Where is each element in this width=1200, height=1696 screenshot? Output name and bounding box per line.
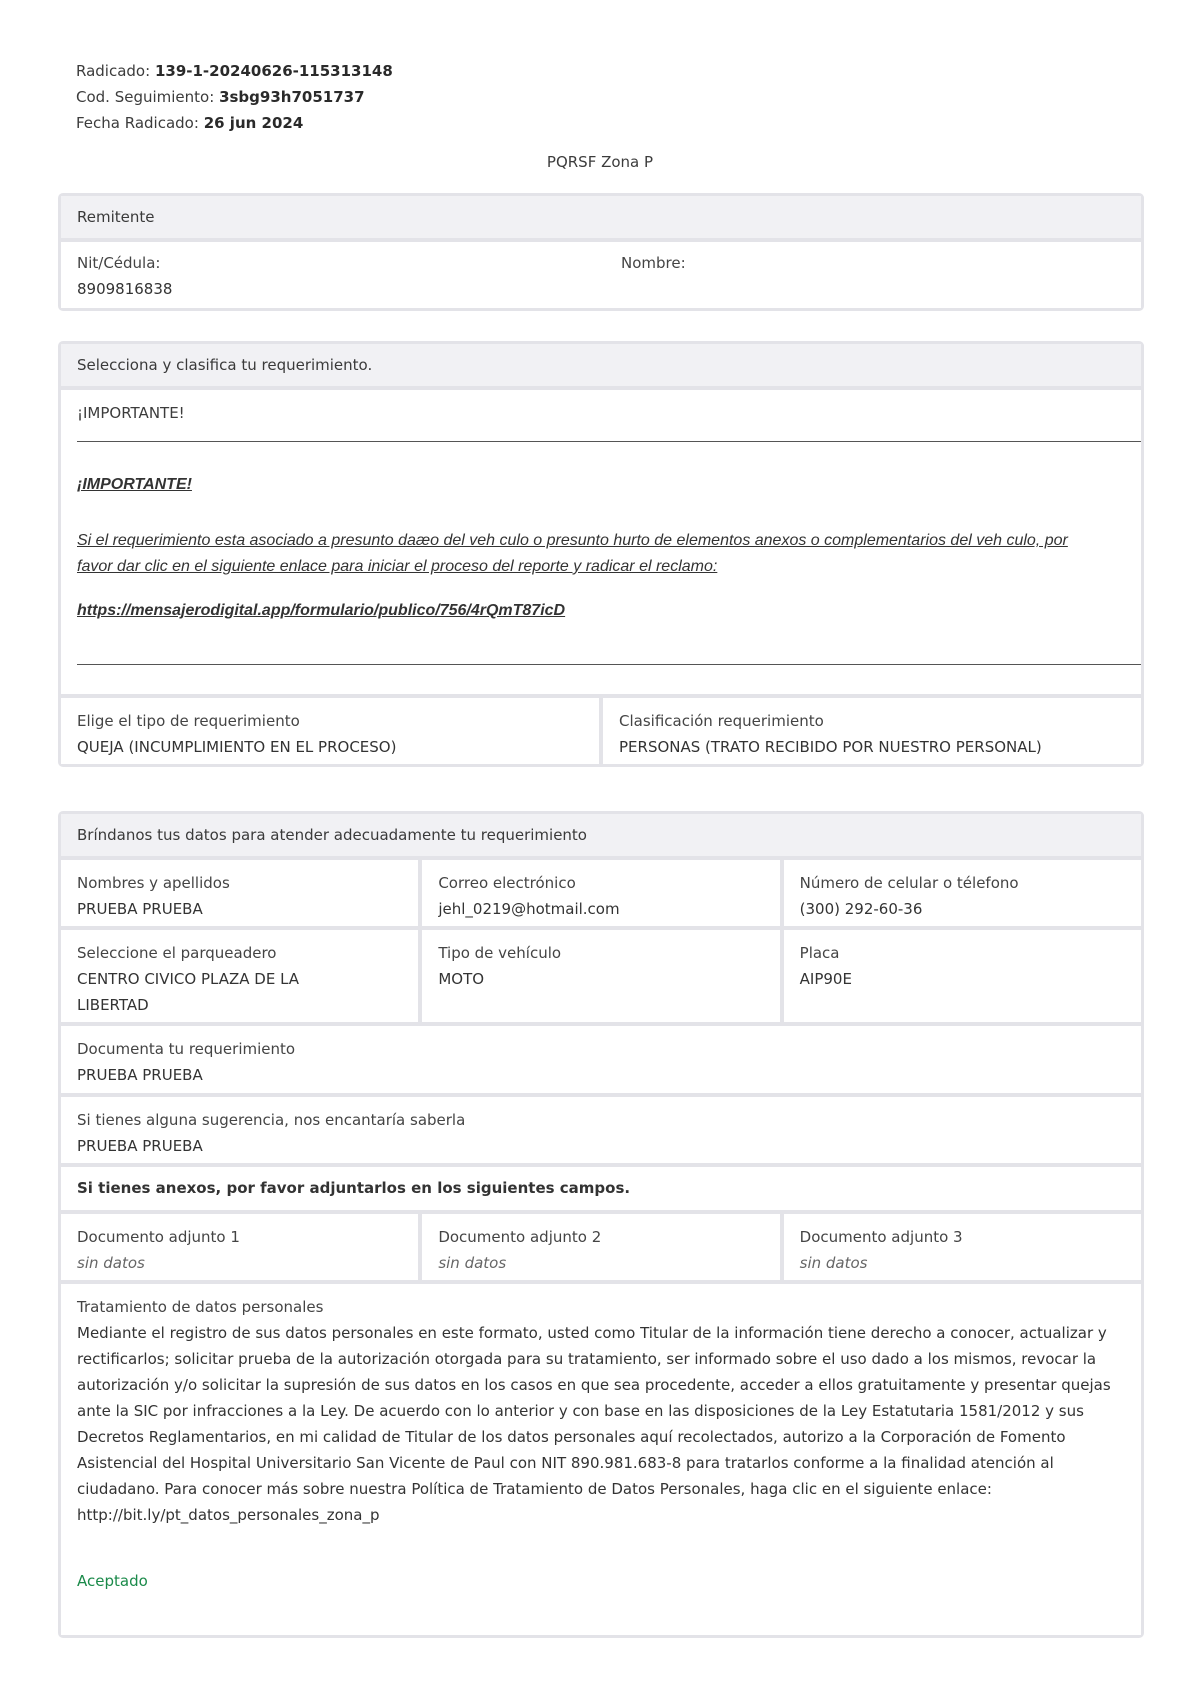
celular-field bbox=[784, 860, 1141, 926]
seguimiento-label: Cod. Seguimiento: bbox=[76, 88, 215, 106]
placa-label: Placa bbox=[799, 944, 840, 962]
placa-value: AIP90E bbox=[799, 970, 852, 988]
adjunto-3-label: Documento adjunto 3 bbox=[799, 1228, 963, 1246]
clasifica-header: Selecciona y clasifica tu requerimiento. bbox=[61, 344, 1141, 386]
clasifica-card bbox=[58, 341, 1144, 767]
adjunto-2-value: sin datos bbox=[438, 1254, 507, 1272]
documenta-value: PRUEBA PRUEBA bbox=[77, 1066, 203, 1084]
adjunto-2-label: Documento adjunto 2 bbox=[438, 1228, 602, 1246]
clasificacion-field bbox=[603, 698, 1141, 764]
parqueadero-value: CENTRO CIVICO PLAZA DE LA LIBERTAD bbox=[77, 970, 300, 1014]
adjunto-1-label: Documento adjunto 1 bbox=[77, 1228, 240, 1246]
fecha-label: Fecha Radicado: bbox=[76, 114, 199, 132]
nit-label: Nit/Cédula: bbox=[77, 254, 161, 272]
placa-field bbox=[784, 930, 1141, 1022]
importante-plain: ¡IMPORTANTE! bbox=[77, 404, 185, 422]
remitente-card bbox=[58, 193, 1144, 311]
nombres-value: PRUEBA PRUEBA bbox=[77, 900, 203, 918]
filing-metadata bbox=[76, 58, 393, 136]
datos-header: Bríndanos tus datos para atender adecuadamente tu requerimiento bbox=[61, 814, 1141, 856]
seguimiento-value: 3sbg93h7051737 bbox=[219, 88, 365, 106]
radicado-label: Radicado: bbox=[76, 62, 151, 80]
adjunto-2-field bbox=[422, 1214, 779, 1280]
anexos-instruction: Si tienes anexos, por favor adjuntarlos en los siguientes campos. bbox=[61, 1167, 1141, 1210]
vehiculo-label: Tipo de vehículo bbox=[438, 944, 562, 962]
adjunto-1-field bbox=[61, 1214, 418, 1280]
remitente-header: Remitente bbox=[61, 196, 1141, 238]
documenta-field bbox=[61, 1026, 1141, 1093]
remitente-fields bbox=[61, 242, 1141, 308]
correo-label: Correo electrónico bbox=[438, 874, 576, 892]
tratamiento-body: Mediante el registro de sus datos personales en este formato, usted como Titular de la información tiene derecho a conocer, actualizar y rectificarlos; solicitar prueba de la autorización otorgada para su tratamiento, ser informado sobre el uso dado a los mismos, revocar la autorización y/o solicitar la supresión de sus datos en los casos en que sea procedente, acceder a ellos gratuitamente y presentar quejas ante la SIC por infracciones a la Ley. De acuerdo con lo anterior y con base en las disposiciones de la Ley Estatutaria 1581/2012 y sus Decretos Reglamentarios, en mi calidad de Titular de los datos personales aquí recolectados, autorizo a la Corporación de Fomento Asistencial del Hospital Universitario San Vicente de Paul con NIT 890.981.683-8 para tratarlos conforme a la finalidad atención al ciudadano. Para conocer más sobre nuestra Política de Tratamiento de Datos Personales, haga clic en el siguiente enlace: http://bit.ly/pt_datos_personales_zona_p bbox=[77, 1324, 1111, 1524]
importante-body: Si el requerimiento esta asociado a presunto daæo del veh culo o presunto hurto de elementos anexos o complementarios del veh culo, por favor dar clic en el siguiente enlace para iniciar el proceso del reporte y radicar el reclamo: bbox=[77, 532, 1068, 575]
celular-label: Número de celular o télefono bbox=[799, 874, 1019, 892]
sugerencia-field bbox=[61, 1097, 1141, 1163]
aceptado-status: Aceptado bbox=[77, 1572, 148, 1590]
document-title: PQRSF Zona P bbox=[546, 153, 654, 171]
documenta-label: Documenta tu requerimiento bbox=[77, 1040, 296, 1058]
sugerencia-value: PRUEBA PRUEBA bbox=[77, 1137, 203, 1155]
nombre-label: Nombre: bbox=[621, 254, 686, 272]
clasificacion-value: PERSONAS (TRATO RECIBIDO POR NUESTRO PERSONAL) bbox=[619, 738, 1042, 756]
adjunto-3-field bbox=[784, 1214, 1141, 1280]
tratamiento-field bbox=[61, 1284, 1141, 1635]
correo-field bbox=[422, 860, 779, 926]
fecha-line bbox=[76, 110, 393, 136]
vehiculo-field bbox=[422, 930, 779, 1022]
adjunto-1-value: sin datos bbox=[77, 1254, 145, 1272]
tipo-label: Elige el tipo de requerimiento bbox=[77, 712, 300, 730]
importante-heading: ¡IMPORTANTE! bbox=[77, 476, 192, 493]
dashed-divider-top bbox=[77, 441, 1141, 442]
nombres-field bbox=[61, 860, 418, 926]
vehiculo-value: MOTO bbox=[438, 970, 485, 988]
nombres-label: Nombres y apellidos bbox=[77, 874, 230, 892]
sugerencia-label: Si tienes alguna sugerencia, nos encantaría saberla bbox=[77, 1111, 466, 1129]
tipo-value: QUEJA (INCUMPLIMIENTO EN EL PROCESO) bbox=[77, 738, 397, 756]
radicado-line bbox=[76, 58, 393, 84]
importante-link[interactable]: https://mensajerodigital.app/formulario/publico/756/4rQmT87icD bbox=[77, 602, 566, 619]
nit-value: 8909816838 bbox=[77, 280, 173, 298]
fecha-value: 26 jun 2024 bbox=[203, 114, 304, 132]
tratamiento-label: Tratamiento de datos personales bbox=[77, 1298, 324, 1316]
radicado-value: 139-1-20240626-115313148 bbox=[154, 62, 393, 80]
adjunto-3-value: sin datos bbox=[799, 1254, 868, 1272]
correo-value: jehl_0219@hotmail.com bbox=[438, 900, 620, 918]
clasificacion-label: Clasificación requerimiento bbox=[619, 712, 824, 730]
tipo-requerimiento-field bbox=[61, 698, 599, 764]
seguimiento-line bbox=[76, 84, 393, 110]
parqueadero-field bbox=[61, 930, 418, 1022]
dashed-divider-bottom bbox=[77, 664, 1141, 665]
parqueadero-label: Seleccione el parqueadero bbox=[77, 944, 277, 962]
celular-value: (300) 292-60-36 bbox=[799, 900, 923, 918]
datos-card bbox=[58, 811, 1144, 1638]
importante-box bbox=[61, 390, 1141, 694]
